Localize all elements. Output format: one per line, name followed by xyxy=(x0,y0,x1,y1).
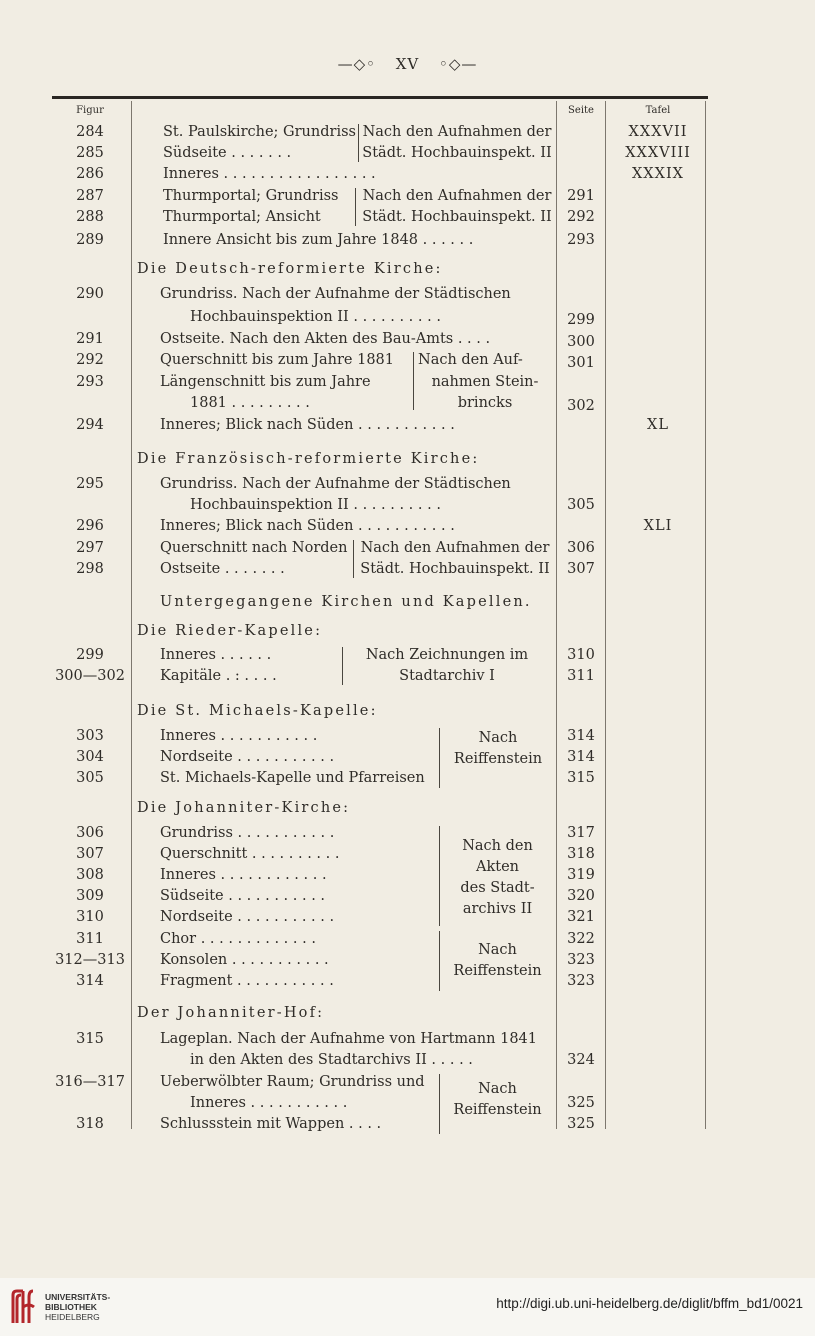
table-row xyxy=(0,886,815,907)
section-heading: Die St. Michaels-Kapelle: xyxy=(137,703,378,719)
table-row xyxy=(0,1050,815,1071)
figure-description: Fragment . . . . . . . . . . . xyxy=(160,973,334,989)
page-number: 322 xyxy=(567,931,595,947)
table-row xyxy=(0,329,815,350)
figure-description: Schlussstein mit Wappen . . . . xyxy=(160,1116,382,1132)
figure-description: Inneres . . . . . . . . . . . xyxy=(190,1095,348,1111)
page-number: 324 xyxy=(567,1052,595,1068)
brace xyxy=(439,826,440,926)
section-heading: Der Johanniter-Hof: xyxy=(137,1005,325,1021)
table-row xyxy=(0,164,815,185)
page-number: 317 xyxy=(567,825,595,841)
figure-description: Grundriss . . . . . . . . . . . xyxy=(160,825,335,841)
figure-description: Innere Ansicht bis zum Jahre 1848 . . . . . . xyxy=(163,232,474,248)
page-number: 292 xyxy=(567,209,595,225)
figure-description: Chor . . . . . . . . . . . . . xyxy=(160,931,316,947)
figure-number: 311 xyxy=(76,931,104,947)
table-row xyxy=(0,865,815,886)
figure-number: 310 xyxy=(76,909,104,925)
page-number: 325 xyxy=(567,1095,595,1111)
figure-description: Ostseite . . . . . . . xyxy=(160,561,285,577)
figure-number: 293 xyxy=(76,374,104,390)
figure-description: Inneres . . . . . . . . . . . . xyxy=(160,867,327,883)
section-heading: Untergegangene Kirchen und Kapellen. xyxy=(160,594,532,610)
header-rule xyxy=(52,96,708,99)
figure-description: Inneres . . . . . . . . . . . . . . . . . xyxy=(163,166,376,182)
figure-description: Inneres; Blick nach Süden . . . . . . . . . . . xyxy=(160,417,455,433)
figure-description: St. Paulskirche; Grundriss xyxy=(163,124,356,140)
source-note: des Stadt- xyxy=(460,880,535,896)
table-row xyxy=(0,1029,815,1050)
figure-number: 288 xyxy=(76,209,104,225)
brace xyxy=(353,540,354,578)
brace xyxy=(355,188,356,226)
source-note: Nach xyxy=(478,1081,517,1097)
figure-number: 315 xyxy=(76,1031,104,1047)
page-number: 314 xyxy=(567,728,595,744)
source-note: Nach den xyxy=(462,838,533,854)
page-number: 302 xyxy=(567,398,595,414)
table-row xyxy=(0,284,815,305)
source-note: brincks xyxy=(457,395,513,411)
figure-description: Konsolen . . . . . . . . . . . xyxy=(160,952,329,968)
table-row xyxy=(0,823,815,844)
figure-number: 318 xyxy=(76,1116,104,1132)
figure-description: Grundriss. Nach der Aufnahme der Städtischen xyxy=(160,286,511,302)
section-heading: Die Rieder-Kapelle: xyxy=(137,623,323,639)
page-number: 318 xyxy=(567,846,595,862)
figure-description: Nordseite . . . . . . . . . . . xyxy=(160,909,335,925)
source-note: archivs II xyxy=(462,901,533,917)
plate-number: XL xyxy=(647,417,669,433)
table-row xyxy=(0,307,815,328)
footer-bar xyxy=(0,1278,815,1336)
figure-number: 287 xyxy=(76,188,104,204)
section-heading: Die Deutsch-reformierte Kirche: xyxy=(137,261,443,277)
figure-description: Kapitäle . : . . . . xyxy=(160,668,277,684)
source-note: Nach den Auf- xyxy=(418,352,523,368)
figure-number: 295 xyxy=(76,476,104,492)
table-row xyxy=(0,907,815,928)
source-note: Städt. Hochbauinspekt. II xyxy=(360,561,550,577)
table-row xyxy=(0,372,815,393)
page-number: 306 xyxy=(567,540,595,556)
table-row xyxy=(0,393,815,414)
table-row xyxy=(0,1093,815,1114)
figure-number: 299 xyxy=(76,647,104,663)
figure-number: 292 xyxy=(76,352,104,368)
figure-description: Inneres . . . . . . . . . . . xyxy=(160,728,318,744)
page-number: 301 xyxy=(567,355,595,371)
page-number: 305 xyxy=(567,497,595,513)
table-row xyxy=(0,415,815,436)
plate-number: XLI xyxy=(643,518,673,534)
figure-description: Querschnitt . . . . . . . . . . xyxy=(160,846,340,862)
figure-number: 303 xyxy=(76,728,104,744)
page-number: 325 xyxy=(567,1116,595,1132)
figure-description: St. Michaels-Kapelle und Pfarreisen xyxy=(160,770,425,786)
figure-description: Ostseite. Nach den Akten des Bau-Amts . . . . xyxy=(160,331,491,347)
page-number: 315 xyxy=(567,770,595,786)
figure-number: 289 xyxy=(76,232,104,248)
table-row xyxy=(0,1114,815,1135)
figure-description: Nordseite . . . . . . . . . . . xyxy=(160,749,335,765)
ornament-left: —◇◦ xyxy=(337,55,376,73)
figure-number: 307 xyxy=(76,846,104,862)
figure-description: Hochbauinspektion II . . . . . . . . . . xyxy=(190,497,441,513)
source-note: Stadtarchiv I xyxy=(399,668,495,684)
table-row xyxy=(0,230,815,251)
figure-description: Längenschnitt bis zum Jahre xyxy=(160,374,371,390)
section-heading: Die Französisch-reformierte Kirche: xyxy=(137,451,480,467)
brace xyxy=(439,728,440,788)
figure-number: 297 xyxy=(76,540,104,556)
page-number: 323 xyxy=(567,952,595,968)
figure-number: 316—317 xyxy=(55,1074,125,1090)
figure-number: 290 xyxy=(76,286,104,302)
source-url[interactable]: http://digi.ub.uni-heidelberg.de/diglit/bffm_bd1/0021 xyxy=(496,1296,803,1311)
table-row xyxy=(0,474,815,495)
source-note: Nach den Aufnahmen der xyxy=(362,124,552,140)
page-number: 310 xyxy=(567,647,595,663)
figure-number: 294 xyxy=(76,417,104,433)
figure-number: 312—313 xyxy=(55,952,125,968)
table-row xyxy=(0,971,815,992)
source-note: Nach den Aufnahmen der xyxy=(360,540,550,556)
source-note: Nach den Aufnahmen der xyxy=(362,188,552,204)
page-number: 320 xyxy=(567,888,595,904)
figure-description: Thurmportal; Grundriss xyxy=(163,188,339,204)
source-note: Nach xyxy=(478,942,517,958)
table-row xyxy=(0,747,815,768)
table-row xyxy=(0,495,815,516)
figure-description: Ueberwölbter Raum; Grundriss und xyxy=(160,1074,425,1090)
page-number: 319 xyxy=(567,867,595,883)
source-note: Nach xyxy=(478,730,518,746)
plate-number: XXXVII xyxy=(628,124,688,140)
page-number: 299 xyxy=(567,312,595,328)
source-note: Städt. Hochbauinspekt. II xyxy=(362,145,552,161)
source-note: Reiffenstein xyxy=(453,963,542,979)
figure-description: Grundriss. Nach der Aufnahme der Städtischen xyxy=(160,476,511,492)
page-number: XV xyxy=(395,55,420,73)
figure-number: 291 xyxy=(76,331,104,347)
table-row xyxy=(0,516,815,537)
table-row xyxy=(0,929,815,950)
source-note: nahmen Stein- xyxy=(431,374,539,390)
section-heading: Die Johanniter-Kirche: xyxy=(137,800,351,816)
figure-number: 306 xyxy=(76,825,104,841)
figure-description: Querschnitt bis zum Jahre 1881 xyxy=(160,352,395,368)
page-number: 314 xyxy=(567,749,595,765)
figure-number: 286 xyxy=(76,166,104,182)
page-number: 293 xyxy=(567,232,595,248)
library-name xyxy=(45,1292,110,1322)
table-row xyxy=(0,1072,815,1093)
page-number: 323 xyxy=(567,973,595,989)
figure-description: Hochbauinspektion II . . . . . . . . . . xyxy=(190,309,441,325)
figure-description: Thurmportal; Ansicht xyxy=(163,209,321,225)
brace xyxy=(439,1074,440,1134)
table-row xyxy=(0,844,815,865)
ornament-right: ◦◇— xyxy=(439,55,478,73)
figure-description: Südseite . . . . . . . xyxy=(163,145,292,161)
table-row xyxy=(0,350,815,371)
figure-description: Inneres; Blick nach Süden . . . . . . . . . . . xyxy=(160,518,455,534)
figure-number: 304 xyxy=(76,749,104,765)
brace xyxy=(439,931,440,991)
figure-number: 300—302 xyxy=(55,668,125,684)
figure-description: 1881 . . . . . . . . . xyxy=(190,395,310,411)
figure-number: 284 xyxy=(76,124,104,140)
source-note: Nach Zeichnungen im xyxy=(365,647,529,663)
figure-description: in den Akten des Stadtarchivs II . . . . . xyxy=(190,1052,473,1068)
column-header-figure: Figur xyxy=(76,105,104,116)
figure-description: Querschnitt nach Norden xyxy=(160,540,348,556)
page-number: 311 xyxy=(567,668,595,684)
figure-number: 314 xyxy=(76,973,104,989)
table-row xyxy=(0,950,815,971)
page-number: 291 xyxy=(567,188,595,204)
source-note: Akten xyxy=(475,859,519,875)
table-row xyxy=(0,768,815,789)
column-header-plate: Tafel xyxy=(645,105,671,116)
figure-number: 305 xyxy=(76,770,104,786)
column-header-page: Seite xyxy=(568,105,594,116)
page-number: 307 xyxy=(567,561,595,577)
figure-number: 296 xyxy=(76,518,104,534)
figure-number: 298 xyxy=(76,561,104,577)
page-header xyxy=(0,55,815,73)
brace xyxy=(413,352,414,410)
figure-description: Inneres . . . . . . xyxy=(160,647,272,663)
brace xyxy=(358,124,359,162)
library-name-line: BIBLIOTHEK xyxy=(45,1302,97,1312)
table-row xyxy=(0,726,815,747)
source-note: Reiffenstein xyxy=(453,751,543,767)
plate-number: XXXVIII xyxy=(625,145,691,161)
source-note: Städt. Hochbauinspekt. II xyxy=(362,209,552,225)
brace xyxy=(342,647,343,685)
page-number: 300 xyxy=(567,334,595,350)
plate-number: XXXIX xyxy=(631,166,685,182)
source-note: Reiffenstein xyxy=(453,1102,542,1118)
library-name-line: HEIDELBERG xyxy=(45,1312,100,1322)
university-library-logo-icon xyxy=(10,1289,36,1325)
figure-number: 309 xyxy=(76,888,104,904)
figure-description: Lageplan. Nach der Aufnahme von Hartmann 1841 xyxy=(160,1031,537,1047)
figure-number: 308 xyxy=(76,867,104,883)
figure-number: 285 xyxy=(76,145,104,161)
library-name-line: UNIVERSITÄTS- xyxy=(45,1292,111,1302)
figure-description: Südseite . . . . . . . . . . . xyxy=(160,888,326,904)
page-number: 321 xyxy=(567,909,595,925)
